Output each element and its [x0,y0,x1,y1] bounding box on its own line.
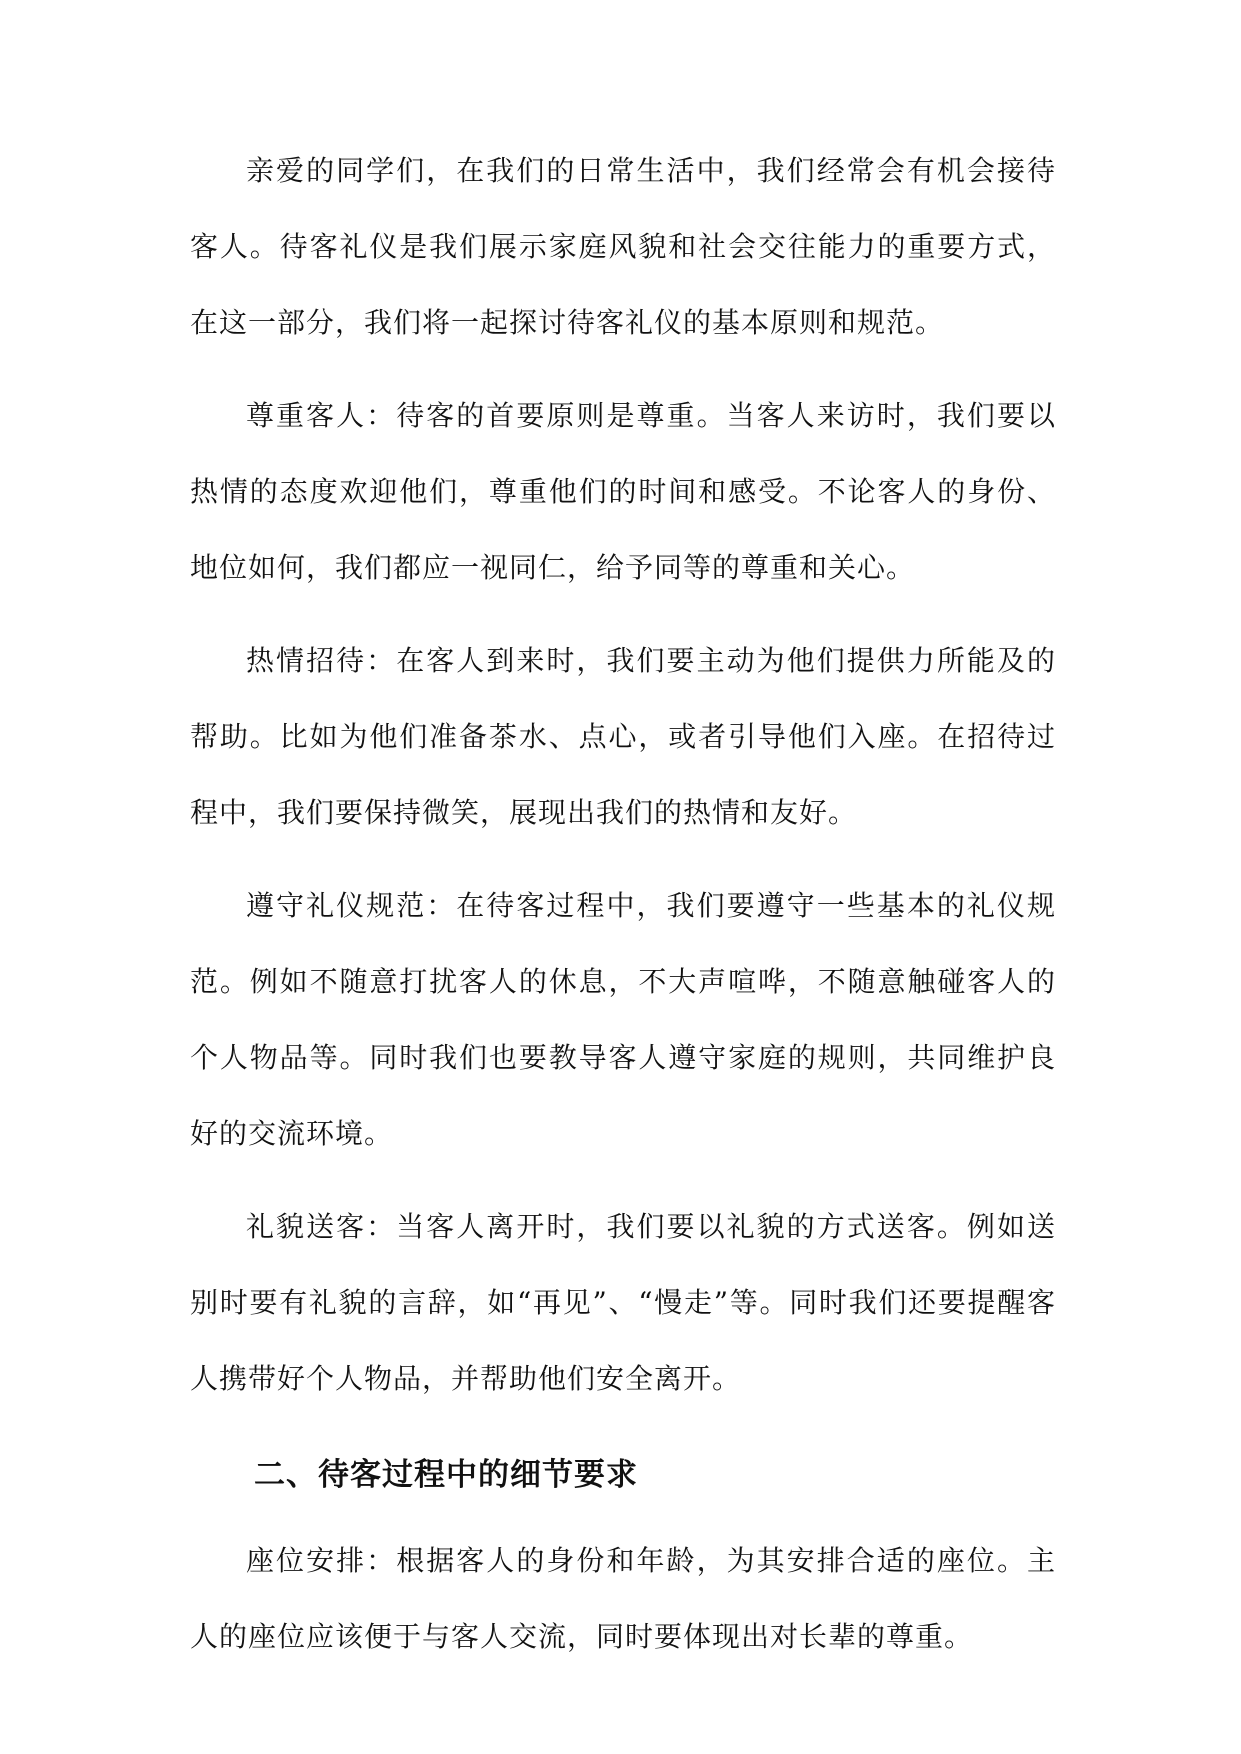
paragraph-polite-farewell: 礼貌送客：当客人离开时，我们要以礼貌的方式送客。例如送别时要有礼貌的言辞，如“再见”、“慢走”等。同时我们还要提醒客人携带好个人物品，并帮助他们安全离开。 [190,1210,1056,1395]
document-page [190,133,1056,1692]
section-heading: 二、待客过程中的细节要求 [254,1457,638,1493]
paragraph-etiquette-norms: 遵守礼仪规范：在待客过程中，我们要遵守一些基本的礼仪规范。例如不随意打扰客人的休息，不大声喧哗，不随意触碰客人的个人物品等。同时我们也要教导客人遵守家庭的规则，共同维护良好的交流环境。 [190,889,1056,1150]
paragraph-respect-guests: 尊重客人：待客的首要原则是尊重。当客人来访时，我们要以热情的态度欢迎他们，尊重他们的时间和感受。不论客人的身份、地位如何，我们都应一视同仁，给予同等的尊重和关心。 [190,399,1056,584]
paragraph-intro: 亲爱的同学们，在我们的日常生活中，我们经常会有机会接待客人。待客礼仪是我们展示家庭风貌和社会交往能力的重要方式，在这一部分，我们将一起探讨待客礼仪的基本原则和规范。 [190,154,1056,339]
paragraph-seating-arrangement: 座位安排：根据客人的身份和年龄，为其安排合适的座位。主人的座位应该便于与客人交流，同时要体现出对长辈的尊重。 [190,1544,1056,1653]
paragraph-warm-hospitality: 热情招待：在客人到来时，我们要主动为他们提供力所能及的帮助。比如为他们准备茶水、点心，或者引导他们入座。在招待过程中，我们要保持微笑，展现出我们的热情和友好。 [190,644,1056,829]
